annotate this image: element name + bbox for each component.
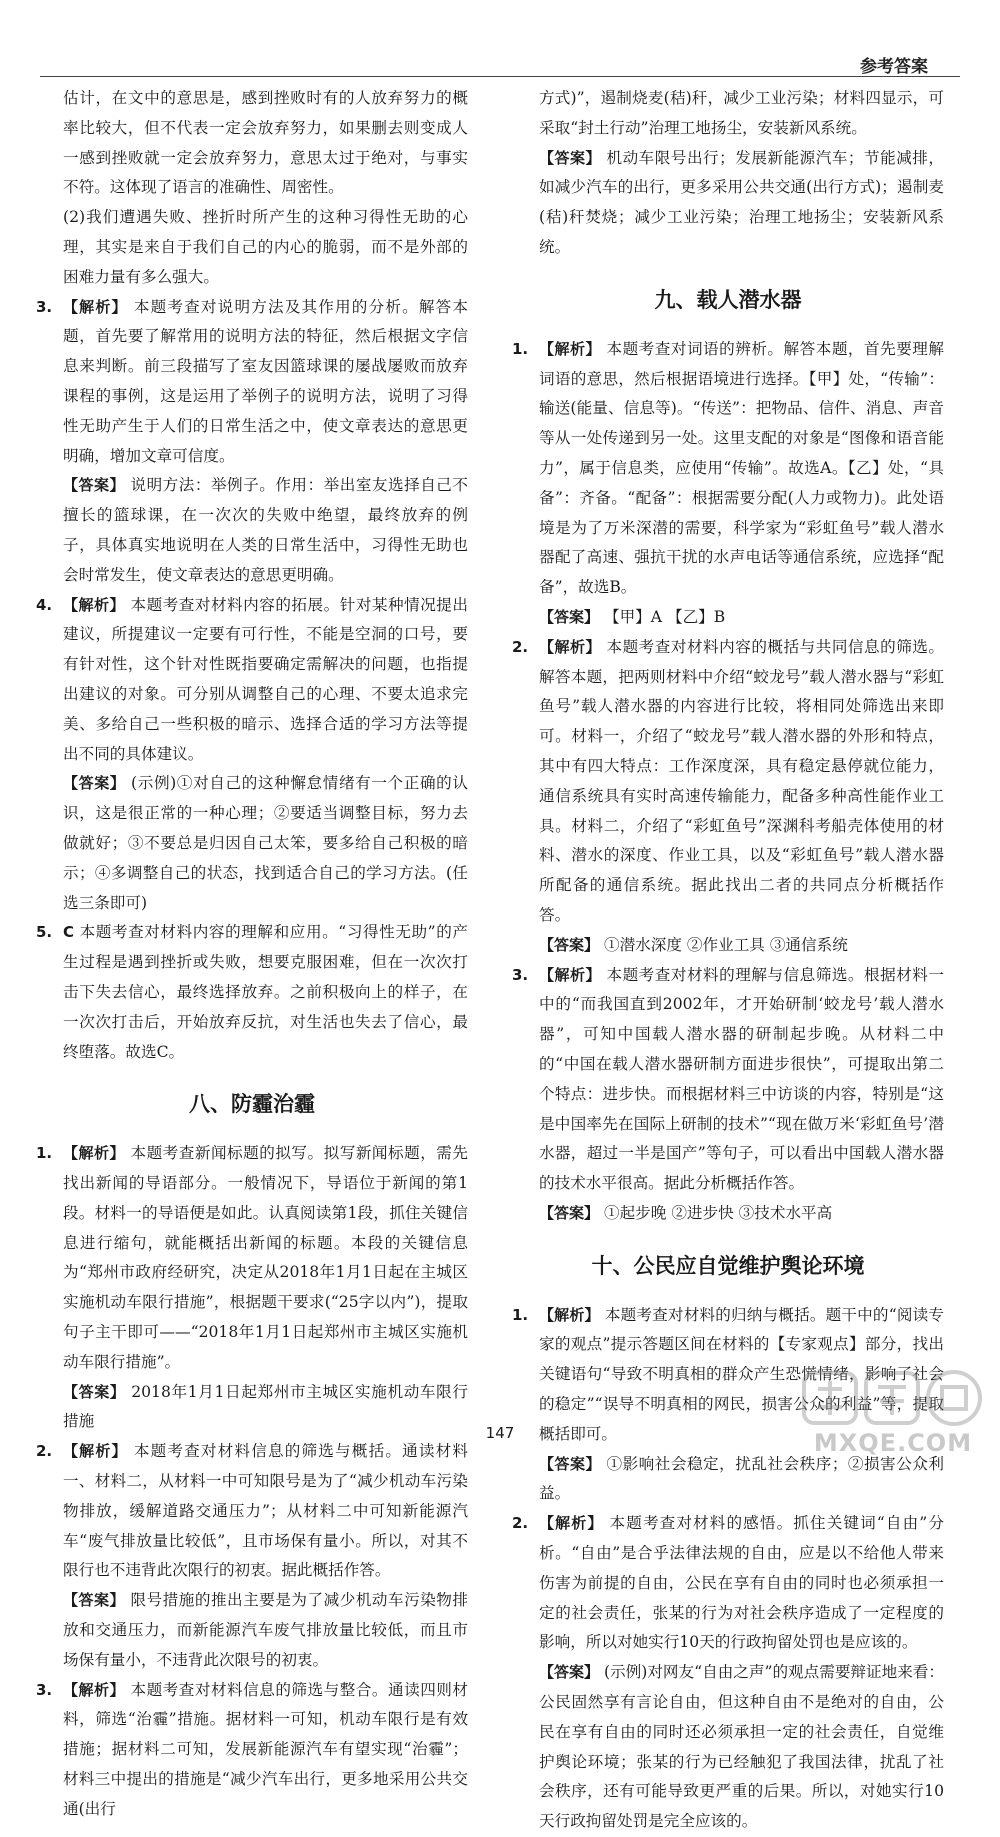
answer-text: 限号措施的推出主要是为了减少机动车污染物排放和交通压力，而新能源汽车废气排放量比较低，而且市场保有量小，不违背此次限号的初衷。: [63, 1591, 468, 1669]
answer-tag: 【答案】: [539, 148, 602, 167]
answer-block: [512, 931, 944, 961]
question-number: 1.: [512, 339, 529, 358]
answer-block: [512, 1450, 944, 1510]
analysis-tag: 【解析】: [539, 1514, 604, 1533]
analysis-text: 本题考查对材料内容的理解和应用。“习得性无助”的产生过程是遇到挫折或失败，想要克服困难，但在一次次打击下失去信心，最终选择放弃。之前积极向上的样子，在一次次打击后，开始放弃反抗，对生活也失去了信心，最终堕落。故选C。: [63, 923, 468, 1061]
question-number: 4.: [36, 595, 53, 614]
analysis-text: 本题考查新闻标题的拟写。拟写新闻标题，需先找出新闻的导语部分。一般情况下，导语位于新闻的第1段。材料一的导语便是如此。认真阅读第1段，抓住关键信息进行缩句，就能概括出新闻的标题。本段的关键信息为“郑州市政府经研究，决定从2018年1月1日起在主城区实施机动车限行措施”，根据题干要求(“25字以内”)，提取句子主干即可——“2018年1月1日起郑州市主城区实施机动车限行措施”。: [63, 1144, 468, 1371]
answer-text: (示例)①对自己的这种懈怠情绪有一个正确的认识，这是很正常的一种心理；②要适当调整目标，努力去做就好；③不要总是归因自己太笨，要多给自己积极的暗示；④多调整自己的状态，找到适合自己的学习方法。(任选三条即可): [63, 774, 468, 912]
header-rule: [40, 76, 960, 77]
answer-text: 【甲】A 【乙】B: [603, 607, 726, 626]
answer-tag: 【答案】: [63, 476, 126, 495]
analysis-tag: 【解析】: [63, 297, 128, 316]
answer-block: [36, 471, 468, 590]
question-item: [36, 1139, 468, 1377]
analysis-text: 本题考查对材料内容的概括与共同信息的筛选。解答本题，把两则材料中介绍“蛟龙号”载人潜水器与“彩虹鱼号”载人潜水器的内容进行比较，将相同处筛选出来即可。材料一，介绍了“蛟龙号”载人潜水器的外形和特点，其中有四大特点：工作深度深，具有稳定悬停就位能力，通信系统具有实时高速传输能力，配备多种高性能作业工具。材料二，介绍了“彩虹鱼号”深渊科考船壳体使用的材料、潜水的深度、作业工具，以及“彩虹鱼号”载人潜水器所配备的通信系统。据此找出二者的共同点分析概括作答。: [539, 637, 944, 924]
question-number: 3.: [36, 297, 53, 316]
answer-text: ①影响社会稳定，扰乱社会秩序；②损害公众利益。: [539, 1454, 944, 1503]
paragraph: 估计，在文中的意思是，感到挫败时有的人放弃努力的概率比较大，但不代表一定会放弃努力，如果删去则变成人一感到挫败就一定会放弃努力，意思太过于绝对，与事实不符。这体现了语言的准确性、周密性。: [63, 89, 468, 197]
analysis-tag: 【解析】: [539, 965, 602, 984]
question-item: [36, 293, 468, 472]
question-number: 2.: [512, 1514, 529, 1533]
paragraph: 方式)”，遏制烧麦(秸)秆，减少工业污染；材料四显示，可采取“封土行动”治理工地扬尘，安装新风系统。: [539, 89, 944, 137]
question-item: [36, 918, 468, 1067]
paragraph: (2)我们遭遇失败、挫折时所产生的这种习得性无助的心理，其实是来自于我们自己的内心的脆弱，而不是外部的困难力量有多么强大。: [63, 208, 468, 286]
page-number: 147: [485, 1424, 515, 1442]
analysis-text: 本题考查对材料信息的筛选与整合。通读四则材料，筛选“治霾”措施。据材料一可知，机动车限行是有效措施；据材料二可知，发展新能源汽车有望实现“治霾”；材料三中提出的措施是“减少汽车出行，更多地采用公共交通(出行: [63, 1680, 468, 1818]
question-number: 3.: [512, 965, 529, 984]
section-title: 十、公民应自觉维护舆论环境: [591, 1253, 865, 1278]
analysis-tag: 【解析】: [63, 1680, 126, 1699]
watermark-text: MXQE.COM: [813, 1429, 973, 1457]
right-column: [512, 84, 944, 1837]
analysis-tag: 【解析】: [539, 1305, 600, 1324]
analysis-tag: 【解析】: [539, 637, 602, 656]
analysis-text: 本题考查对词语的辨析。解答本题，首先要理解词语的意思，然后根据语境进行选择。【甲】处，“传输”：输送(能量、信息等)。“传送”：把物品、信件、消息、声音等从一处传递到另一处。这里支配的对象是“图像和语音能力”，属于信息类，应使用“传输”。故选A。【乙】处，“具备”：齐备。“配备”：根据需要分配(人力或物力)。此处语境是为了万米深潜的需要，科学家为“彩虹鱼号”载人潜水器配了高速、强抗干扰的水声电话等通信系统，应选择“配备”，故选B。: [539, 339, 944, 597]
analysis-tag: 【解析】: [63, 595, 126, 614]
analysis-tag: 【解析】: [63, 1144, 126, 1163]
question-number: 1.: [512, 1305, 529, 1324]
answer-text: 2018年1月1日起郑州市主城区实施机动车限行措施: [63, 1382, 468, 1431]
question-number: 2.: [512, 637, 529, 656]
question-item: [512, 633, 944, 931]
section-title: 八、防霾治霾: [189, 1092, 315, 1117]
question-item: [36, 591, 468, 770]
question-number: 3.: [36, 1680, 53, 1699]
question-number: 1.: [36, 1144, 53, 1163]
answer-block: [512, 603, 944, 633]
section-title: 九、载人潜水器: [654, 287, 802, 312]
answer-text: 机动车限号出行；发展新能源汽车；节能减排，如减少汽车的出行，更多采用公共交通(出行方式)；遏制麦(秸)秆焚烧；减少工业污染；治理工地扬尘；安装新风系统。: [539, 148, 944, 256]
answer-text: (示例)对网友“自由之声”的观点需要辩证地来看：公民固然享有言论自由，但这种自由不是绝对的自由，公民在享有自由的同时还必须承担一定的社会责任，自觉维护舆论环境；张某的行为已经触犯了我国法律，扰乱了社会秩序，还有可能导致更严重的后果。所以，对她实行10天行政拘留处罚是完全应该的。: [539, 1663, 944, 1831]
answer-tag: 【答案】: [539, 607, 600, 626]
analysis-text: 本题考查对材料的归纳与概括。题干中的“阅读专家的观点”提示答题区间在材料的【专家观点】部分，找出关键语句“导致不明真相的群众产生恐慌情绪，影响了社会的稳定”“误导不明真相的网民，损害公众的利益”等，提取概括即可。: [539, 1305, 944, 1443]
analysis-text: 本题考查对说明方法及其作用的分析。解答本题，首先要了解常用的说明方法的特征，然后根据文字信息来判断。前三段描写了室友因篮球课的屡战屡败而放弃课程的事例，这是运用了举例子的说明方法，说明了习得性无助产生于人们的日常生活之中，使文章表达的意思更明确，增加文章可信度。: [63, 297, 468, 465]
watermark-badge-icon: [798, 1367, 988, 1429]
analysis-tag: 【解析】: [63, 1442, 128, 1461]
analysis-text: 本题考查对材料信息的筛选与概括。通读材料一、材料二，从材料一中可知限号是为了“减少机动车污染物排放，缓解道路交通压力”；从材料二中可知新能源汽车“废气排放量比较低”，且市场保有量小。所以，对其不限行也不违背此次限行的初衷。据此概括作答。: [63, 1442, 468, 1580]
answer-text: ①起步晚 ②进步快 ③技术水平高: [603, 1203, 833, 1222]
answer-text: 说明方法：举例子。作用：举出室友选择自己不擅长的篮球课，在一次次的失败中绝望，最终放弃的例子，具体真实地说明在人类的日常生活中，习得性无助也会时常发生，使文章表达的意思更明确。: [63, 476, 468, 584]
answer-tag: 【答案】: [539, 1454, 602, 1473]
watermark-logo: [798, 1367, 988, 1457]
answer-tag: 【答案】: [63, 1591, 126, 1610]
left-column: [36, 84, 468, 1825]
question-number: 5.: [36, 923, 53, 942]
answer-tag: 【答案】: [63, 1382, 126, 1401]
answer-block: [512, 1199, 944, 1229]
question-item: [36, 1437, 468, 1586]
answer-block: [512, 144, 944, 263]
answer-tag: 【答案】: [539, 1663, 600, 1682]
analysis-text: 本题考查对材料的理解与信息筛选。根据材料一中的“而我国直到2002年，才开始研制‘蛟龙号’载人潜水器”，可知中国载人潜水器的研制起步晚。从材料二中的“中国在载人潜水器研制方面进步很快”，可提取出第二个特点：进步快。而根据材料三中访谈的内容，特别是“这是中国率先在国际上研制的技术”“现在做万米‘彩虹鱼号’潜水器，超过一半是国产”等句子，可以看出中国载人潜水器的技术水平很高。据此分析概括作答。: [539, 965, 944, 1193]
answer-text: ①潜水深度 ②作业工具 ③通信系统: [603, 935, 848, 954]
question-item: [512, 335, 944, 603]
analysis-text: 本题考查对材料内容的拓展。针对某种情况提出建议，所提建议一定要有可行性，不能是空洞的口号，要有针对性，这个针对性既指要确定需解决的问题，也指提出建议的对象。可分别从调整自己的心理、不要太追求完美、多给自己一些积极的暗示、选择合适的学习方法等提出不同的具体建议。: [63, 595, 468, 763]
analysis-tag: 【解析】: [539, 339, 602, 358]
question-item: [36, 1676, 468, 1825]
question-item: [512, 1509, 944, 1658]
answer-block: [36, 1586, 468, 1675]
choice-letter: C: [63, 923, 75, 942]
answer-tag: 【答案】: [539, 935, 600, 954]
answer-block: [512, 1658, 944, 1837]
header-label: 参考答案: [860, 57, 928, 77]
answer-tag: 【答案】: [63, 774, 126, 793]
analysis-text: 本题考查对材料的感悟。抓住关键词“自由”分析。“自由”是合乎法律法规的自由，应是以不给他人带来伤害为前提的自由，公民在享有自由的同时也必须承担一定的社会责任，张某的行为对社会秩序造成了一定程度的影响，所以对她实行10天的行政拘留处罚也是应该的。: [539, 1514, 944, 1652]
question-number: 2.: [36, 1442, 53, 1461]
question-item: [512, 961, 944, 1199]
answer-tag: 【答案】: [539, 1203, 600, 1222]
answer-block: [36, 769, 468, 918]
